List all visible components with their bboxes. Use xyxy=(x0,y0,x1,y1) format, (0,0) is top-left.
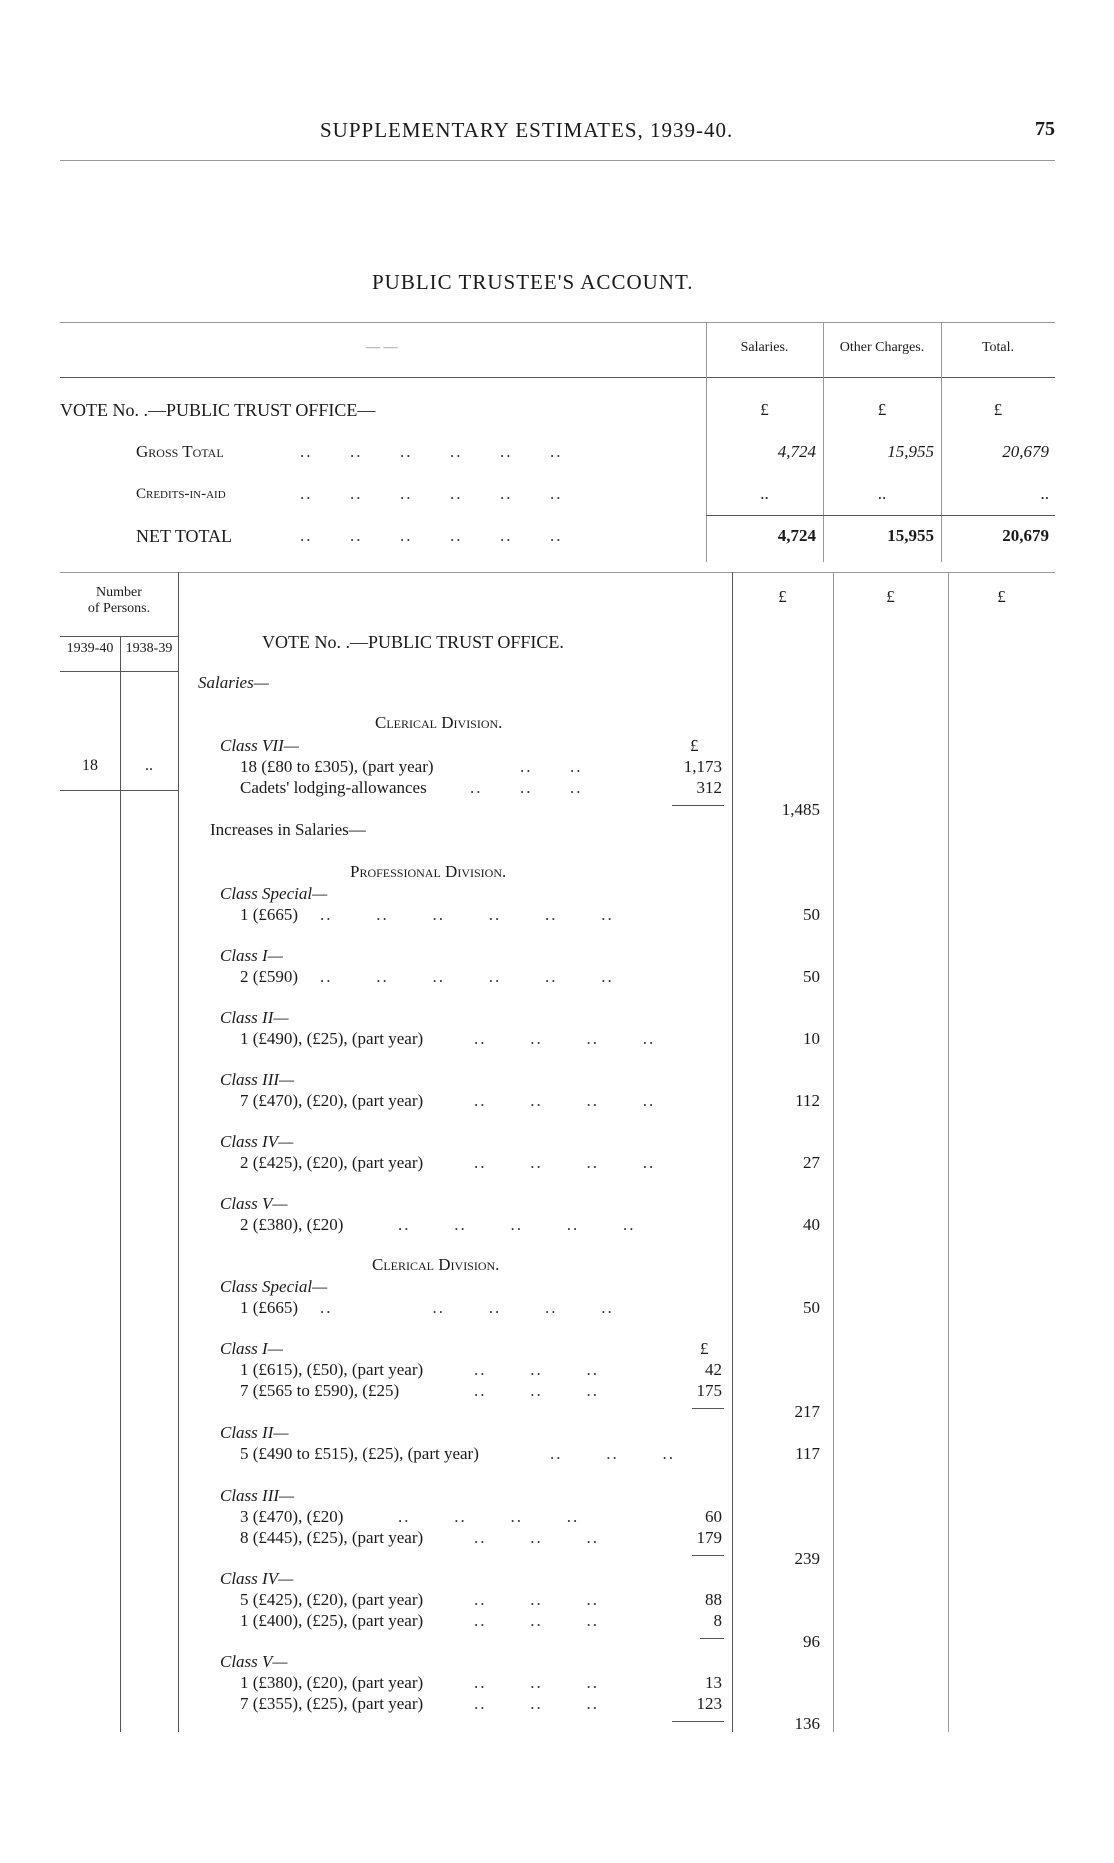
subtotal-amount: 1,485 xyxy=(781,800,820,819)
line-amount: 60 xyxy=(705,1507,722,1526)
line-amount: 179 xyxy=(696,1528,722,1547)
class-label: Class I— xyxy=(220,1339,283,1358)
line-amount: 123 xyxy=(696,1694,722,1713)
line-amount: 13 xyxy=(705,1673,722,1692)
subtotal-amount: 239 xyxy=(794,1549,820,1568)
increases-heading: Increases in Salaries— xyxy=(210,820,366,839)
class-label: Class V— xyxy=(220,1194,288,1213)
line-text: 18 (£80 to £305), (part year) xyxy=(240,757,434,776)
subtotal-amount: 217 xyxy=(794,1402,820,1421)
line-text: 1 (£615), (£50), (part year) xyxy=(240,1360,424,1379)
detail-vote-title: VOTE No. .—PUBLIC TRUST OFFICE. xyxy=(262,632,564,652)
line-amount: 88 xyxy=(705,1590,722,1609)
gross-salaries: 4,724 xyxy=(777,442,816,461)
currency: £ xyxy=(886,587,895,606)
gross-total: 20,679 xyxy=(1002,442,1049,461)
credits-salaries: .. xyxy=(760,484,769,503)
line-text: 5 (£425), (£20), (part year) xyxy=(240,1590,424,1609)
currency: £ xyxy=(993,400,1003,419)
professional-heading: Professional Division. xyxy=(350,862,507,881)
persons-1939-40: 18 xyxy=(82,757,98,774)
persons-1938-39: .. xyxy=(145,757,153,774)
line-text: Cadets' lodging-allowances xyxy=(240,778,427,797)
line-amount: 50 xyxy=(803,905,820,924)
running-title: SUPPLEMENTARY ESTIMATES, 1939-40. xyxy=(320,118,734,142)
leader-dots: .. .. .. xyxy=(474,1360,599,1379)
page-number: 75 xyxy=(1035,118,1055,140)
class-label: Class Special— xyxy=(220,884,328,903)
leader-dots: .. .. .. .. .. xyxy=(320,1298,614,1317)
class-label: Class III— xyxy=(220,1486,295,1505)
leader-dots: .. .. xyxy=(520,757,583,776)
line-text: 1 (£400), (£25), (part year) xyxy=(240,1611,424,1630)
line-text: 7 (£565 to £590), (£25) xyxy=(240,1381,400,1400)
class-label: Class IV— xyxy=(220,1569,294,1588)
net-total-label: NET TOTAL xyxy=(136,526,233,546)
line-amount: 10 xyxy=(803,1029,820,1048)
col-salaries: Salaries. xyxy=(740,340,789,355)
line-text: 1 (£665) xyxy=(240,905,299,924)
leader-dots: .. .. .. .. xyxy=(474,1091,656,1110)
line-amount: 40 xyxy=(803,1215,820,1234)
line-amount: 42 xyxy=(705,1360,722,1379)
clerical-heading-2: Clerical Division. xyxy=(372,1255,500,1274)
gross-other: 15,955 xyxy=(887,442,934,461)
currency: £ xyxy=(778,587,787,606)
line-text: 1 (£490), (£25), (part year) xyxy=(240,1029,424,1048)
currency: £ xyxy=(700,1339,709,1358)
leader-dots: .. .. .. .. .. .. xyxy=(300,484,563,503)
credits-total: .. xyxy=(1040,484,1049,503)
line-amount: 112 xyxy=(795,1091,820,1110)
persons-header: Number of Persons. xyxy=(87,585,151,616)
leader-dots: .. .. .. xyxy=(474,1590,599,1609)
class-label: Class IV— xyxy=(220,1132,294,1151)
credits-label: Credits-in-aid xyxy=(136,486,226,502)
line-amount: 312 xyxy=(696,778,722,797)
line-text: 7 (£355), (£25), (part year) xyxy=(240,1694,424,1713)
leader-dots: .. .. .. .. xyxy=(474,1029,656,1048)
class-label: Class V— xyxy=(220,1652,288,1671)
line-amount: 8 xyxy=(713,1611,722,1630)
leader-dots: .. .. .. .. xyxy=(474,1153,656,1172)
year-1938-39: 1938-39 xyxy=(125,641,173,656)
leader-dots: .. .. .. .. .. xyxy=(398,1215,636,1234)
subtotal-amount: 96 xyxy=(803,1632,820,1651)
line-text: 7 (£470), (£20), (part year) xyxy=(240,1091,424,1110)
header-rule xyxy=(60,160,1055,161)
currency: £ xyxy=(690,736,699,755)
line-text: 8 (£445), (£25), (part year) xyxy=(240,1528,424,1547)
line-amount: 50 xyxy=(803,1298,820,1317)
line-text: 3 (£470), (£20) xyxy=(240,1507,344,1526)
net-total: 20,679 xyxy=(1002,526,1049,545)
leader-dots: .. .. .. .. .. .. xyxy=(300,442,563,461)
line-text: 1 (£665) xyxy=(240,1298,299,1317)
net-salaries: 4,724 xyxy=(777,526,816,545)
subtotal-amount: 136 xyxy=(794,1714,820,1733)
leader-dots: .. .. .. xyxy=(470,778,583,797)
class-label: Class Special— xyxy=(220,1277,328,1296)
currency: £ xyxy=(760,400,769,419)
leader-dots: .. .. .. .. .. .. xyxy=(320,905,614,924)
credits-other: .. xyxy=(877,484,887,503)
line-text: 2 (£425), (£20), (part year) xyxy=(240,1153,424,1172)
line-text: 2 (£380), (£20) xyxy=(240,1215,344,1234)
line-text: 2 (£590) xyxy=(240,967,299,986)
summary-vote-line: VOTE No. .—PUBLIC TRUST OFFICE— xyxy=(60,400,376,420)
leader-dots: .. .. .. xyxy=(474,1694,599,1713)
leader-dots: .. .. .. .. .. .. xyxy=(300,526,563,545)
leader-dots: .. .. .. xyxy=(474,1673,599,1692)
section-title: PUBLIC TRUSTEE'S ACCOUNT. xyxy=(372,270,694,294)
summary-dash: — — xyxy=(366,340,398,355)
line-text: 5 (£490 to £515), (£25), (part year) xyxy=(240,1444,479,1463)
line-text: 1 (£380), (£20), (part year) xyxy=(240,1673,424,1692)
class-label: Class II— xyxy=(220,1008,289,1027)
line-amount: 117 xyxy=(795,1444,820,1463)
col-total: Total. xyxy=(981,340,1015,355)
currency: £ xyxy=(997,587,1006,606)
leader-dots: .. .. .. xyxy=(550,1444,675,1463)
leader-dots: .. .. .. xyxy=(474,1381,599,1400)
class-label: Class I— xyxy=(220,946,283,965)
line-amount: 27 xyxy=(803,1153,820,1172)
class-label: Class VII— xyxy=(220,736,299,755)
class-label: Class III— xyxy=(220,1070,295,1089)
leader-dots: .. .. .. xyxy=(474,1611,599,1630)
line-amount: 1,173 xyxy=(683,757,722,776)
col-other-charges: Other Charges. xyxy=(839,340,925,355)
line-amount: 50 xyxy=(803,967,820,986)
leader-dots: .. .. .. .. xyxy=(398,1507,580,1526)
salaries-heading: Salaries— xyxy=(198,673,269,692)
class-label: Class II— xyxy=(220,1423,289,1442)
year-1939-40: 1939-40 xyxy=(66,641,114,656)
leader-dots: .. .. .. xyxy=(474,1528,599,1547)
leader-dots: .. .. .. .. .. .. xyxy=(320,967,614,986)
gross-total-label: Gross Total xyxy=(136,442,224,461)
line-amount: 175 xyxy=(696,1381,722,1400)
currency: £ xyxy=(877,400,887,419)
net-other: 15,955 xyxy=(887,526,934,545)
clerical-heading: Clerical Division. xyxy=(375,713,503,732)
